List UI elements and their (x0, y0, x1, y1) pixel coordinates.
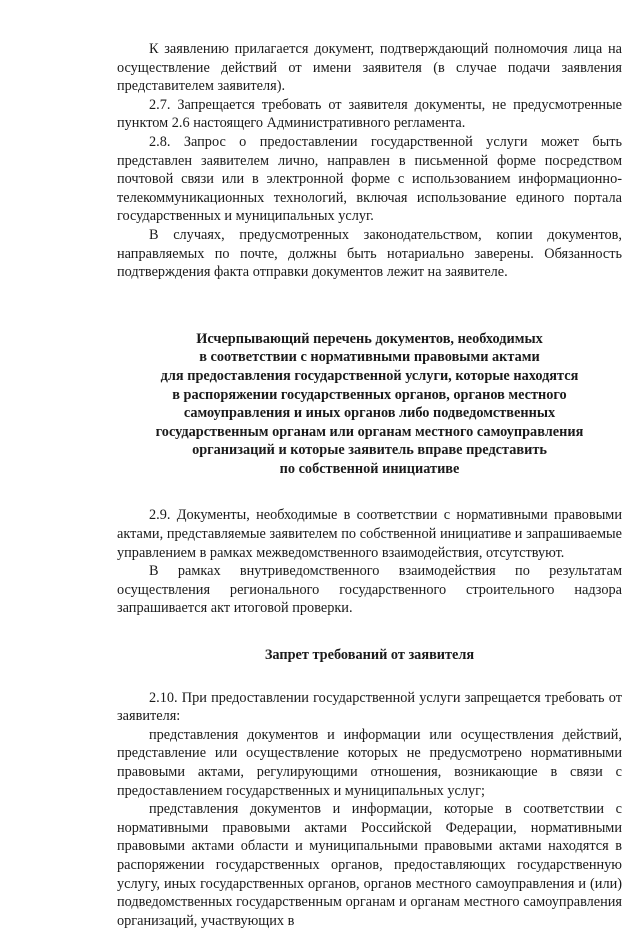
heading-line: государственным органам или органам местного самоуправления (155, 423, 584, 440)
heading-line: Исчерпывающий перечень документов, необходимых (196, 330, 543, 347)
heading-line: самоуправления и иных органов либо подведомственных (183, 405, 556, 422)
heading-line: по собственной инициативе (279, 460, 460, 477)
heading-line: организаций и которые заявитель вправе представить (192, 442, 547, 459)
paragraph-internal-interaction: В рамках внутриведомственного взаимодействия по результатам осуществления регионального государственного строительного надзора запрашивается акт итоговой проверки. (117, 563, 622, 617)
paragraph-2-10: 2.10. При предоставлении государственной услуги запрещается требовать от заявителя: (117, 689, 622, 725)
section-heading-documents-list (117, 330, 622, 479)
paragraph-prohibition-item-2: представления документов и информации, которые в соответствии с нормативными правовыми актами Российской Федерации, нормативными правовыми актами области и муниципальными правовыми актами находятся в распоряжении государственных органов, предоставляющих государственную услугу, иных государственных органов, органов местного самоуправления и (или) подведомственных государственным органам и органам местного самоуправления организаций, участвующих в (117, 801, 622, 929)
paragraph-2-9: 2.9. Документы, необходимые в соответствии с нормативными правовыми актами, представляемые заявителем по собственной инициативе и запрашиваемые управлением в рамках межведомственного взаимодействия, отсутствуют. (117, 507, 622, 561)
paragraph-2-7: 2.7. Запрещается требовать от заявителя документы, не предусмотренные пунктом 2.6 настоящего Административного регламента. (117, 96, 622, 132)
paragraph-authority-document: К заявлению прилагается документ, подтверждающий полномочия лица на осуществление действий от имени заявителя (в случае подачи заявления представителем заявителя). (117, 41, 622, 95)
heading-line: для предоставления государственной услуги, которые находятся (160, 367, 579, 384)
section-heading-prohibition: Запрет требований от заявителя (264, 647, 475, 664)
paragraph-notarization: В случаях, предусмотренных законодательством, копии документов, направляемых по почте, должны быть нотариально заверены. Обязанность подтверждения факта отправки документов лежит на заявителе. (117, 226, 622, 281)
heading-line: в соответствии с нормативными правовыми актами (199, 349, 540, 366)
paragraph-2-8: 2.8. Запрос о предоставлении государственной услуги может быть представлен заявителем лично, направлен в письменной форме посредством почтовой связи или в электронной форме с использованием информационно-телекоммуникационных технологий, включая использование единого портала государственных и муниципальных услуг. (117, 133, 622, 225)
heading-line: в распоряжении государственных органов, органов местного (172, 386, 567, 403)
paragraph-prohibition-item-1: представления документов и информации или осуществления действий, представление или осуществление которых не предусмотрено нормативными правовыми актами, регулирующими отношения, возникающие в связи с предоставлением государственных и муниципальных услуг; (117, 726, 622, 799)
